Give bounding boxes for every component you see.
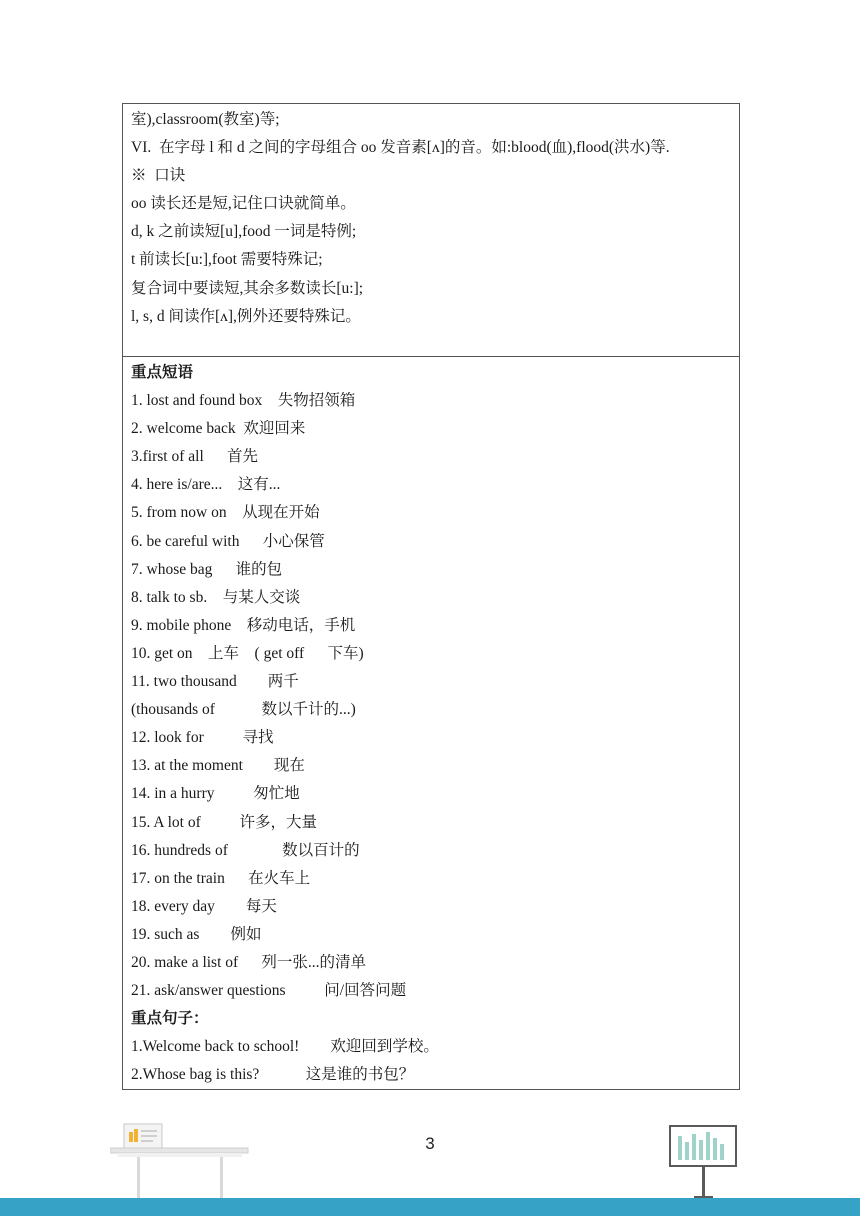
phrase-item: 17. on the train 在火车上 <box>131 869 311 887</box>
phrase-item: 15. A lot of 许多，大量 <box>131 813 318 831</box>
sentences-heading: 重点句子： <box>131 1010 209 1028</box>
phrase-item: 12. look for 寻找 <box>131 729 274 747</box>
phrase-item: 20. make a list of 列一张...的清单 <box>131 953 367 971</box>
text-line: ※ 口诀 <box>131 167 186 185</box>
phrase-item: 18. every day 每天 <box>131 897 277 915</box>
phrase-item: 5. from now on 从现在开始 <box>131 504 320 522</box>
phrase-item: 2. welcome back 欢迎回来 <box>131 420 306 438</box>
sentence-item: 2.Whose bag is this? 这是谁的书包？ <box>131 1066 415 1084</box>
text-line: oo 读长还是短,记住口诀就简单。 <box>131 195 356 213</box>
phrase-item: 10. get on 上车 ( get off 下车) <box>131 644 364 662</box>
text-line: 室),classroom(教室)等; <box>131 111 280 128</box>
phrase-item: 7. whose bag 谁的包 <box>131 560 283 578</box>
text-line: t 前读长[u:],foot 需要特殊记; <box>131 251 323 269</box>
phrase-item: 9. mobile phone 移动电话，手机 <box>131 616 356 634</box>
phrase-item: 8. talk to sb. 与某人交谈 <box>131 588 301 606</box>
sentence-item: 1.Welcome back to school! 欢迎回到学校。 <box>131 1038 439 1056</box>
phrase-item: 13. at the moment 现在 <box>131 757 305 775</box>
phrase-item: 16. hundreds of 数以百计的 <box>131 841 360 859</box>
phrase-item: 4. here is/are... 这有... <box>131 476 281 494</box>
phrase-item: 3.first of all 首先 <box>131 448 258 466</box>
phrase-item: (thousands of 数以千计的...) <box>131 701 356 719</box>
phrase-item: 1. lost and found box 失物招领箱 <box>131 392 356 410</box>
footer-bar <box>0 1198 860 1216</box>
presentation-board-icon <box>668 1122 740 1202</box>
desk-laptop-icon <box>110 1120 250 1200</box>
pronunciation-cell <box>123 104 739 356</box>
text-line: VI. 在字母 l 和 d 之间的字母组合 oo 发音素[ʌ]的音。如:blood(血),flood(洪水)等. <box>131 139 670 157</box>
phrase-item: 6. be careful with 小心保管 <box>131 532 325 550</box>
text-line: l, s, d 间读作[ʌ],例外还要特殊记。 <box>131 307 361 325</box>
phrases-heading: 重点短语 <box>131 364 194 381</box>
phrase-item: 21. ask/answer questions 问/回答问题 <box>131 982 407 1000</box>
phrase-item: 11. two thousand 两千 <box>131 673 299 691</box>
text-line: d, k 之前读短[u],food 一词是特例; <box>131 223 357 241</box>
content-table <box>122 103 740 1090</box>
phrase-item: 14. in a hurry 匆忙地 <box>131 785 300 803</box>
page-number: 3 <box>425 1134 435 1153</box>
phrase-item: 19. such as 例如 <box>131 925 262 943</box>
text-line: 复合词中要读短,其余多数读长[u:]; <box>131 279 364 297</box>
phrases-cell <box>123 356 739 1089</box>
